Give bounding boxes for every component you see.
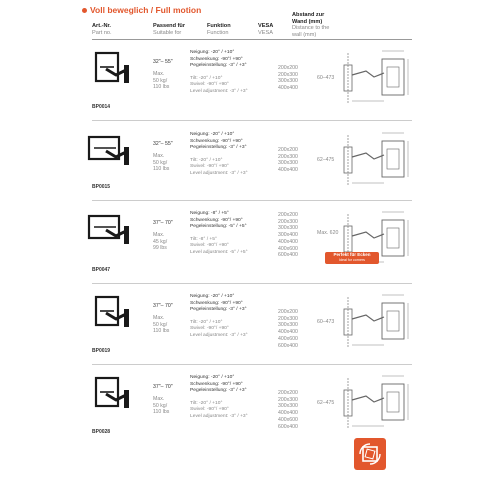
vesa-value: 200x300	[278, 396, 298, 403]
function-line: Schwenkung: -90°/ +90°	[190, 217, 243, 223]
wall-distance: 62–475	[317, 400, 335, 406]
header-suitable-sub: Suitable for	[153, 29, 182, 36]
function-block	[190, 294, 270, 340]
vesa-value: 400x400	[278, 410, 298, 417]
header-artno	[92, 23, 112, 36]
screen-size: 37"– 70"	[153, 384, 173, 390]
wall-distance: 60–473	[317, 75, 335, 81]
product-artno: BP0028	[92, 429, 111, 435]
function-line: Pegeleinstellung: -3° / +3°	[190, 145, 247, 151]
header-function-label: Funktion	[207, 23, 231, 29]
vesa-value: 200x300	[278, 153, 298, 160]
max-load	[153, 315, 185, 335]
load-line: 110 lbs	[153, 409, 170, 416]
product-row-bp0015	[82, 123, 412, 201]
row-divider	[92, 364, 412, 365]
vesa-value: 400x600	[278, 335, 298, 342]
product-artno: BP0015	[92, 184, 111, 190]
load-line: 110 lbs	[153, 84, 170, 91]
badge-line-2: Ideal for corners	[339, 258, 365, 262]
function-line: Neigung: -8° / +5°	[190, 211, 229, 216]
rotate-frame-icon	[354, 438, 386, 470]
product-image	[86, 370, 130, 418]
row-divider	[92, 120, 412, 121]
function-line-en: Tilt: -20° / +10°	[190, 75, 223, 81]
function-line-en: Tilt: -8° / +5°	[190, 236, 217, 242]
function-line: Neigung: -20° / +10°	[190, 375, 235, 380]
function-line-en: Level adjustment: -3° / +3°	[190, 170, 248, 176]
load-line: 110 lbs	[153, 328, 170, 335]
vesa-value: 400x400	[278, 85, 298, 92]
function-line-en: Tilt: -20° / +10°	[190, 400, 223, 406]
vesa-value: 200x200	[278, 147, 298, 153]
dimension-diagram	[340, 372, 412, 434]
vesa-list	[278, 309, 318, 349]
function-line: Pegeleinstellung: -5° / +5°	[190, 224, 247, 230]
function-line: Neigung: -20° / +10°	[190, 50, 235, 55]
function-line-en: Swivel: -90°/ +90°	[190, 407, 229, 413]
vesa-value: 200x200	[278, 390, 298, 396]
load-line: Max.	[153, 153, 165, 159]
function-line-en: Level adjustment: -3° / +3°	[190, 88, 248, 94]
vesa-value: 400x400	[278, 329, 298, 336]
max-load	[153, 71, 185, 91]
function-line: Pegeleinstellung: -3° / +3°	[190, 388, 247, 394]
row-divider	[92, 200, 412, 201]
function-block	[190, 211, 270, 257]
header-divider	[92, 39, 412, 40]
screen-size: 32"– 55"	[153, 59, 173, 65]
function-block	[190, 375, 270, 421]
page-title: Voll beweglich / Full motion	[90, 5, 202, 15]
function-line-en: Swivel: -90°/ +90°	[190, 82, 229, 88]
max-load	[153, 396, 185, 416]
function-line: Pegeleinstellung: -3° / +3°	[190, 307, 247, 313]
function-line-en: Level adjustment: -3° / +3°	[190, 332, 248, 338]
load-line: Max.	[153, 71, 165, 77]
product-row-bp0014	[82, 41, 412, 121]
vesa-value: 300x300	[278, 78, 298, 85]
max-load	[153, 232, 185, 252]
function-line-en: Level adjustment: -3° / +3°	[190, 413, 248, 419]
vesa-list	[278, 147, 318, 174]
function-line-en: Swivel: -90°/ +90°	[190, 326, 229, 332]
screen-size: 37"– 70"	[153, 303, 173, 309]
vesa-value: 200x200	[278, 212, 298, 218]
vesa-list	[278, 212, 318, 259]
load-line: Max.	[153, 315, 165, 321]
vesa-value: 400x400	[278, 167, 298, 174]
function-line: Schwenkung: -90°/ +90°	[190, 381, 243, 387]
dimension-diagram	[340, 291, 412, 353]
load-line: 45 kg/	[153, 238, 168, 245]
product-image	[86, 45, 130, 93]
dimension-diagram	[340, 129, 412, 191]
screen-size: 32"– 55"	[153, 141, 173, 147]
function-block	[190, 50, 270, 96]
vesa-list	[278, 65, 318, 92]
vesa-value: 600x400	[278, 252, 298, 259]
vesa-value: 600x400	[278, 423, 298, 430]
product-artno: BP0019	[92, 348, 111, 354]
wall-distance: Max. 620	[317, 230, 339, 236]
header-function-sub: Function	[207, 29, 229, 36]
load-line: Max.	[153, 396, 165, 402]
load-line: 50 kg/	[153, 321, 168, 328]
load-line: 50 kg/	[153, 77, 168, 84]
function-line: Schwenkung: -90°/ +90°	[190, 56, 243, 62]
row-divider	[92, 283, 412, 284]
load-line: 50 kg/	[153, 159, 168, 166]
header-distance	[292, 12, 338, 38]
header-artno-label: Art.-Nr.	[92, 23, 111, 29]
vesa-value: 300x300	[278, 225, 298, 232]
header-function	[207, 23, 231, 36]
load-line: 99 lbs	[153, 245, 167, 252]
load-line: 50 kg/	[153, 402, 168, 409]
product-image	[86, 206, 130, 254]
load-line: 110 lbs	[153, 166, 170, 173]
function-line: Neigung: -20° / +10°	[190, 132, 235, 137]
vesa-value: 200x200	[278, 65, 298, 71]
corner-badge	[325, 252, 379, 264]
badge-line-1: Perfekt für Ecken	[333, 252, 371, 257]
max-load	[153, 153, 185, 173]
function-line: Schwenkung: -90°/ +90°	[190, 300, 243, 306]
function-line-en: Swivel: -90°/ +90°	[190, 243, 229, 249]
header-vesa-sub: VESA	[258, 29, 273, 36]
product-image	[86, 127, 130, 175]
vesa-value: 200x300	[278, 71, 298, 78]
product-row-bp0019	[82, 285, 412, 365]
function-line-en: Tilt: -20° / +10°	[190, 319, 223, 325]
wall-distance: 60–473	[317, 319, 335, 325]
header-suitable-label: Passend für	[153, 23, 186, 29]
title-bullet	[82, 8, 87, 13]
function-block	[190, 132, 270, 178]
product-artno: BP0047	[92, 267, 111, 273]
vesa-value: 400x400	[278, 238, 298, 245]
header-distance-sub: Distance to the wall (mm)	[292, 25, 330, 38]
function-line: Neigung: -20° / +10°	[190, 294, 235, 299]
function-line-en: Level adjustment: -5° / +5°	[190, 249, 248, 255]
dimension-diagram	[340, 47, 412, 109]
vesa-value: 300x400	[278, 232, 298, 239]
vesa-value: 300x300	[278, 403, 298, 410]
vesa-value: 200x200	[278, 309, 298, 315]
header-artno-sub: Part no.	[92, 29, 112, 36]
product-row-bp0028	[82, 366, 412, 446]
product-row-bp0047	[82, 202, 412, 284]
header-suitable	[153, 23, 185, 36]
vesa-value: 200x300	[278, 315, 298, 322]
function-line-en: Swivel: -90°/ +90°	[190, 164, 229, 170]
header-vesa	[258, 23, 273, 36]
header-distance-label: Abstand zur Wand (mm)	[292, 12, 325, 25]
screen-size: 37"– 70"	[153, 220, 173, 226]
function-line-en: Tilt: -20° / +10°	[190, 157, 223, 163]
product-artno: BP0014	[92, 104, 111, 110]
function-line: Pegeleinstellung: -3° / +3°	[190, 63, 247, 69]
vesa-value: 300x300	[278, 160, 298, 167]
wall-distance: 62–475	[317, 157, 335, 163]
product-image	[86, 289, 130, 337]
function-line: Schwenkung: -90°/ +90°	[190, 138, 243, 144]
vesa-list	[278, 390, 318, 430]
vesa-value: 300x300	[278, 322, 298, 329]
header-vesa-label: VESA	[258, 23, 274, 29]
vesa-value: 200x300	[278, 218, 298, 225]
vesa-value: 400x600	[278, 245, 298, 252]
vesa-value: 600x400	[278, 342, 298, 349]
load-line: Max.	[153, 232, 165, 238]
vesa-value: 400x600	[278, 416, 298, 423]
